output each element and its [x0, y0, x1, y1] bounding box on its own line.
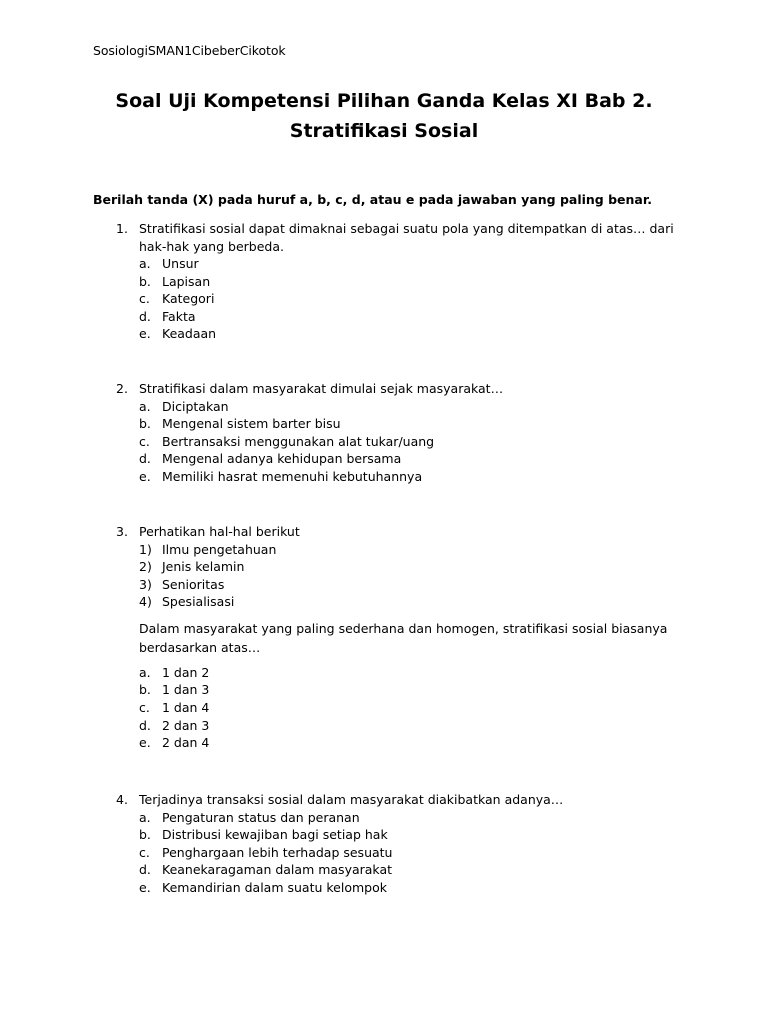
option-a — [93, 664, 683, 682]
question-number: 3. — [116, 524, 128, 539]
option-a — [93, 398, 683, 416]
item-text: Spesialisasi — [162, 594, 235, 610]
option-text: Pengaturan status dan peranan — [162, 809, 360, 825]
option-letter: a. — [139, 398, 151, 414]
option-letter: c. — [139, 433, 150, 449]
option-a — [93, 809, 683, 827]
option-letter: e. — [139, 326, 151, 342]
option-c — [93, 290, 683, 308]
item-text: Senioritas — [162, 576, 225, 592]
option-a — [93, 255, 683, 273]
option-b — [93, 826, 683, 844]
item-text: Ilmu pengetahuan — [162, 541, 277, 557]
question-text: Stratifikasi dalam masyarakat dimulai sejak masyarakat… — [139, 381, 504, 396]
option-d — [93, 717, 683, 735]
question-2 — [93, 380, 683, 485]
option-d — [93, 450, 683, 468]
option-letter: e. — [139, 735, 151, 751]
option-e — [93, 879, 683, 897]
question-stem — [93, 523, 683, 541]
option-letter: c. — [139, 291, 150, 307]
option-d — [93, 308, 683, 326]
list-item-2 — [93, 558, 683, 576]
option-text: Distribusi kewajiban bagi setiap hak — [162, 827, 388, 843]
question-text: Stratifikasi sosial dapat dimaknai sebagai suatu pola yang ditempatkan di atas… dari hak-hak yang berbeda. — [139, 221, 674, 254]
option-b — [93, 681, 683, 699]
page-header: SosiologiSMAN1CibeberCikotok — [93, 43, 286, 58]
option-b — [93, 273, 683, 291]
question-number: 2. — [116, 381, 128, 396]
item-text: Jenis kelamin — [162, 559, 245, 575]
question-stem — [93, 380, 683, 398]
option-text: Bertransaksi menggunakan alat tukar/uang — [162, 433, 435, 449]
option-text: Fakta — [162, 308, 196, 324]
list-item-1 — [93, 541, 683, 559]
option-text: Unsur — [162, 256, 199, 271]
option-text: Keadaan — [162, 326, 217, 342]
item-number: 2) — [139, 559, 152, 575]
option-text: Kategori — [162, 291, 215, 307]
option-e — [93, 734, 683, 752]
option-letter: e. — [139, 879, 151, 895]
option-text: Kemandirian dalam suatu kelompok — [162, 879, 387, 895]
option-e — [93, 468, 683, 486]
option-c — [93, 699, 683, 717]
document-title-line-1: Soal Uji Kompetensi Pilihan Ganda Kelas XI Bab 2. — [115, 90, 653, 112]
option-d — [93, 861, 683, 879]
question-stem — [93, 220, 683, 255]
option-text: 1 dan 3 — [162, 682, 210, 698]
option-text: Diciptakan — [162, 398, 229, 414]
question-3 — [93, 523, 683, 752]
question-stem — [93, 791, 683, 809]
question-4 — [93, 791, 683, 896]
question-number: 4. — [116, 792, 128, 807]
option-letter: a. — [139, 809, 151, 825]
question-text: Terjadinya transaksi sosial dalam masyarakat diakibatkan adanya… — [139, 792, 564, 807]
option-text: 1 dan 2 — [162, 664, 210, 680]
option-letter: c. — [139, 700, 150, 716]
option-letter: d. — [139, 862, 151, 878]
option-letter: a. — [139, 664, 151, 680]
option-letter: d. — [139, 717, 151, 733]
option-text: 2 dan 4 — [162, 735, 210, 751]
option-letter: c. — [139, 844, 150, 860]
item-number: 3) — [139, 576, 152, 592]
option-text: Penghargaan lebih terhadap sesuatu — [162, 844, 393, 860]
question-1 — [93, 220, 683, 343]
option-letter: b. — [139, 416, 151, 432]
option-letter: b. — [139, 827, 151, 843]
item-number: 1) — [139, 541, 152, 557]
option-letter: b. — [139, 682, 151, 698]
option-letter: d. — [139, 451, 151, 467]
question-number: 1. — [116, 221, 128, 236]
item-number: 4) — [139, 594, 152, 610]
option-b — [93, 415, 683, 433]
option-text: Keanekaragaman dalam masyarakat — [162, 862, 393, 878]
option-letter: a. — [139, 256, 151, 271]
option-e — [93, 325, 683, 343]
option-text: Lapisan — [162, 273, 211, 289]
list-item-3 — [93, 576, 683, 594]
option-letter: b. — [139, 273, 151, 289]
question-text: Perhatikan hal-hal berikut — [139, 524, 300, 539]
option-text: Mengenal sistem barter bisu — [162, 416, 341, 432]
option-text: Mengenal adanya kehidupan bersama — [162, 451, 402, 467]
document-title-line-2: Stratifikasi Sosial — [289, 120, 479, 142]
option-text: 2 dan 3 — [162, 717, 210, 733]
option-c — [93, 844, 683, 862]
option-c — [93, 433, 683, 451]
option-letter: e. — [139, 468, 151, 484]
instruction-text: Berilah tanda (X) pada huruf a, b, c, d, atau e pada jawaban yang paling benar. — [93, 192, 652, 207]
option-text: Memiliki hasrat memenuhi kebutuhannya — [162, 468, 423, 484]
list-item-4 — [93, 593, 683, 611]
option-letter: d. — [139, 308, 151, 324]
option-text: 1 dan 4 — [162, 700, 210, 716]
question-followup: Dalam masyarakat yang paling sederhana dan homogen, stratifikasi sosial biasanya berdasarkan atas… — [139, 620, 668, 655]
